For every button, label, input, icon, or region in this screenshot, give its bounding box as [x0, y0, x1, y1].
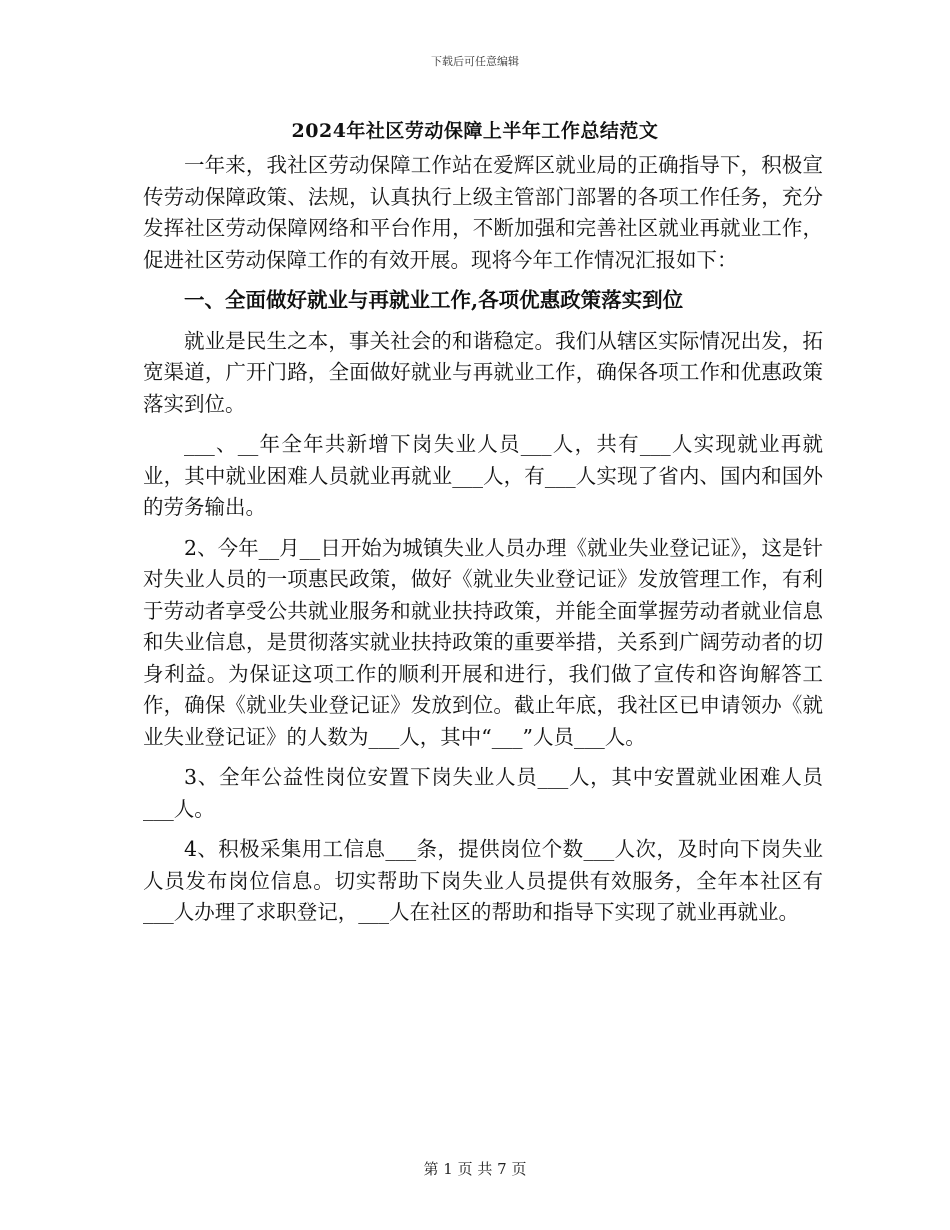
item-1-paragraph: ___、__年全年共新增下岗失业人员___人，共有___人实现就业再就业，其中就业困难人员就业再就业___人，有___人实现了省内、国内和国外的劳务输出。 — [143, 432, 823, 519]
intro-paragraph: 一年来，我社区劳动保障工作站在爱辉区就业局的正确指导下，积极宣传劳动保障政策、法规，认真执行上级主管部门部署的各项工作任务，充分发挥社区劳动保障网络和平台作用，不断加强和完善社区就业再就业工作，促进社区劳动保障工作的有效开展。现将今年工作情况汇报如下： — [143, 153, 823, 272]
page-number: 第 1 页 共 7 页 — [423, 1160, 527, 1178]
document-title: 2024年社区劳动保障上半年工作总结范文 — [291, 120, 659, 142]
document-body — [143, 150, 823, 929]
section-heading-1: 一、全面做好就业与再就业工作,各项优惠政策落实到位 — [184, 288, 684, 312]
section-1-paragraph: 就业是民生之本，事关社会的和谐稳定。我们从辖区实际情况出发，拓宽渠道，广开门路，全面做好就业与再就业工作，确保各项工作和优惠政策落实到位。 — [143, 328, 823, 416]
item-3-paragraph: 3、全年公益性岗位安置下岗失业人员___人，其中安置就业困难人员___人。 — [143, 765, 823, 821]
item-2-paragraph: 2、今年__月__日开始为城镇失业人员办理《就业失业登记证》，这是针对失业人员的一项惠民政策，做好《就业失业登记证》发放管理工作，有利于劳动者享受公共就业服务和就业扶持政策，并能全面掌握劳动者就业信息和失业信息，是贯彻落实就业扶持政策的重要举措，关系到广阔劳动者的切身利益。为保证这项工作的顺利开展和进行，我们做了宣传和咨询解答工作，确保《就业失业登记证》发放到位。截止年底，我社区已申请领办《就业失业登记证》的人数为___人，其中“___”人员___人。 — [143, 535, 823, 749]
page-header-note: 下载后可任意编辑 — [431, 55, 519, 68]
item-4-paragraph: 4、积极采集用工信息___条，提供岗位个数___人次，及时向下岗失业人员发布岗位信息。切实帮助下岗失业人员提供有效服务，全年本社区有___人办理了求职登记，___人在社区的帮助和指导下实现了就业再就业。 — [143, 837, 823, 924]
